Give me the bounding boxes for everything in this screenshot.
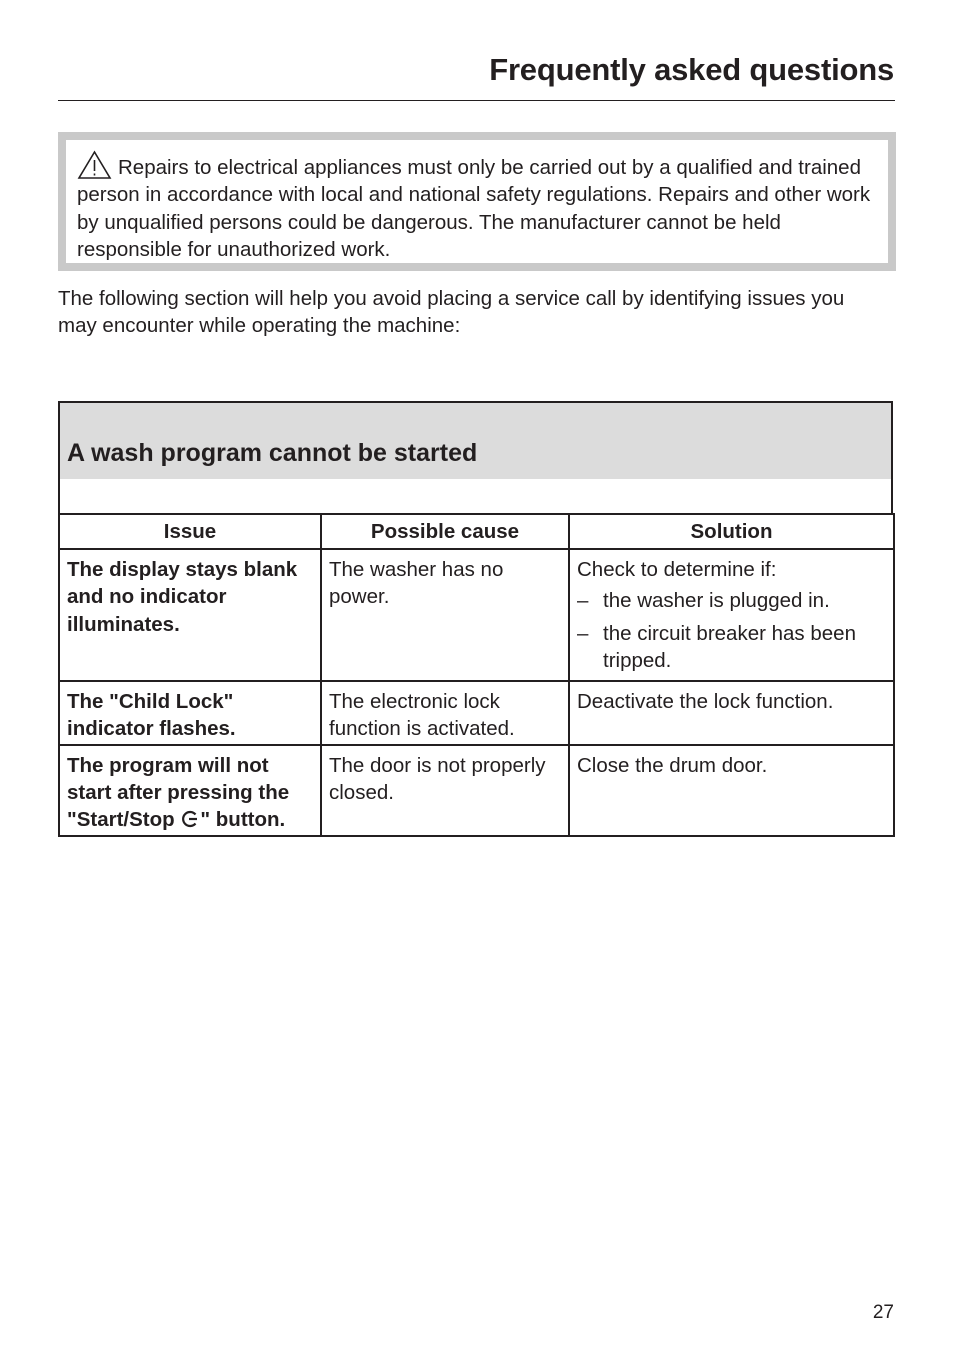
list-item: – the washer is plugged in. [577,587,886,614]
cause-cell: The door is not properly closed. [321,745,569,836]
section-header [58,401,893,513]
warning-text: Repairs to electrical appliances must only be carried out by a qualified and trained person in accordance with local and national safety regulations. Repairs and other work by unqualified persons could be dangerous. The manufacturer cannot be held responsible for unauthorized work. [77,156,871,261]
title-divider [58,100,895,101]
issue-cell: The display stays blank and no indicator illuminates. [59,549,321,681]
warning-box [58,132,896,271]
cause-cell: The electronic lock function is activated. [321,681,569,745]
page-number: 27 [872,1302,894,1323]
page-title: Frequently asked questions [489,52,894,87]
table-header-row [59,514,894,549]
column-header-solution: Solution [569,514,894,549]
dash-bullet: – [577,621,589,645]
table-row [59,681,894,745]
list-item: – the circuit breaker has been tripped. [577,621,856,672]
section-title: A wash program cannot be started [67,439,478,467]
start-stop-icon [180,809,200,829]
dash-bullet: – [577,589,589,613]
faq-table [58,513,895,837]
table-row [59,549,894,681]
cause-cell: The washer has no power. [321,549,569,681]
column-header-cause: Possible cause [321,514,569,549]
solution-cell: Close the drum door. [569,745,894,836]
issue-cell: The program will not start after pressing the "Start/Stop " button. [59,745,321,836]
solution-cell [569,549,894,681]
table-row [59,745,894,836]
warning-content [66,140,888,263]
column-header-issue: Issue [59,514,321,549]
warning-triangle-icon [77,150,112,180]
intro-paragraph: The following section will help you avoid placing a service call by identifying issues you may encounter while operating the machine: [58,287,845,338]
faq-section [58,401,893,837]
solution-intro: Check to determine if: [577,558,777,581]
solution-cell: Deactivate the lock function. [569,681,894,745]
solution-list [577,587,886,674]
issue-cell: The "Child Lock" indicator flashes. [59,681,321,745]
